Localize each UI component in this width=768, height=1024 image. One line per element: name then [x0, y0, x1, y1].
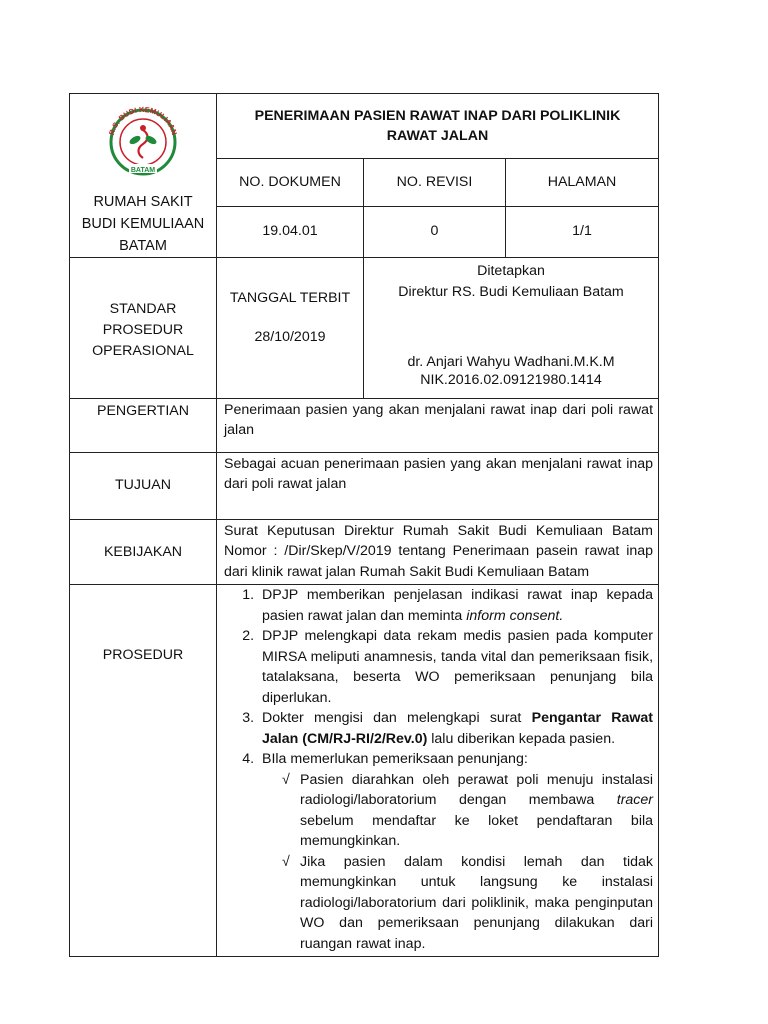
document-title-line-2: RAWAT JALAN [386, 128, 489, 145]
sop-label-line-2: PROSEDUR [102, 322, 184, 338]
issue-date-label: TANGGAL TERBIT [229, 289, 351, 306]
supporting-exam-list [262, 770, 653, 955]
issue-date-value: 28/10/2019 [254, 329, 326, 345]
hospital-logo-icon [99, 106, 187, 176]
approved-label: Ditetapkan [477, 262, 545, 279]
kebijakan-text: Surat Keputusan Direktur Rumah Sakit Budi Kemuliaan Batam Nomor : /Dir/Skep/V/2019 tentang Penerimaan pasein rawat inap dari klinik rawat jalan Rumah Sakit Budi Kemuliaan Batam [217, 519, 659, 585]
pengertian-label: PENGERTIAN [70, 398, 217, 452]
page-label: HALAMAN [506, 159, 659, 206]
procedure-step: 1. DPJP memberikan penjelasan indikasi rawat inap kepada pasien rawat jalan dan meminta inform consent. [258, 585, 653, 626]
doc-number-label: NO. DOKUMEN [217, 159, 364, 206]
page-value: 1/1 [506, 206, 659, 257]
check-mark-icon: √ [282, 771, 290, 788]
sop-label [70, 257, 217, 398]
procedure-step: 2. DPJP melengkapi data rekam medis pasien pada komputer MIRSA meliputi anamnesis, tanda vital dan pemeriksaan fisik, tatalaksana, beserta WO pemeriksaan penunjang bila diperlukan. [258, 626, 653, 708]
supporting-exam-item: √ Jika pasien dalam kondisi lemah dan tidak memungkinkan untuk langsung ke instalasi radiologi/laboratorium dari poliklinik, maka penginputan WO dan pemeriksaan penunjang dilakukan dari ruangan rawat inap. [282, 853, 654, 952]
prosedur-label: PROSEDUR [70, 585, 217, 957]
procedure-list [224, 585, 653, 954]
document-title [217, 94, 659, 159]
pengertian-text: Penerimaan pasien yang akan menjalani rawat inap dari poli rawat jalan [217, 398, 659, 452]
tujuan-text: Sebagai acuan penerimaan pasien yang akan menjalani rawat inap dari poli rawat jalan [217, 452, 659, 519]
sop-document-table [69, 93, 659, 957]
procedure-step: 4. BIla memerlukan pemeriksaan penunjang: √ Pasien diarahkan oleh perawat poli menuju instalasi radiologi/laboratorium dengan membawa tracer sebelum mendaftar ke loket pendaftaran bila memungkinkan. √ Jika pasien dalam kondisi lemah dan tidak memungkinkan untuk langsung ke instalasi radiologi/laboratorium dari poliklinik, maka penginputan WO dan pemeriksaan penunjang dilakukan dari ruangan rawat inap. [258, 749, 653, 954]
svg-text:BATAM: BATAM [130, 167, 156, 174]
prosedur-steps [217, 585, 659, 957]
hospital-name-line-1: RUMAH SAKIT [93, 193, 193, 210]
revision-value: 0 [364, 206, 506, 257]
revision-label: NO. REVISI [364, 159, 506, 206]
tujuan-label: TUJUAN [70, 452, 217, 519]
approved-by: Direktur RS. Budi Kemuliaan Batam [398, 284, 624, 300]
kebijakan-label: KEBIJAKAN [70, 519, 217, 585]
supporting-exam-item: √ Pasien diarahkan oleh perawat poli menuju instalasi radiologi/laboratorium dengan membawa tracer sebelum mendaftar ke loket pendaftaran bila memungkinkan. [282, 771, 654, 849]
svg-text:R.S. BUDI KEMULIAAN: R.S. BUDI KEMULIAAN [106, 106, 180, 137]
approval-cell [364, 257, 659, 398]
hospital-identity-cell [70, 94, 217, 258]
procedure-step: 3. Dokter mengisi dan melengkapi surat Pengantar Rawat Jalan (CM/RJ-RI/2/Rev.0) lalu diberikan kepada pasien. [258, 708, 653, 749]
check-mark-icon: √ [282, 853, 290, 870]
doc-number-value: 19.04.01 [217, 206, 364, 257]
signatory-nik: NIK.2016.02.09121980.1414 [420, 371, 602, 388]
issue-date-cell [217, 257, 364, 398]
hospital-name-line-2: BUDI KEMULIAAN [81, 215, 205, 232]
hospital-name-line-3: BATAM [119, 237, 167, 254]
signatory-name: dr. Anjari Wahyu Wadhani.M.K.M [407, 353, 615, 370]
sop-label-line-3: OPERASIONAL [92, 343, 194, 359]
document-title-line-1: PENERIMAAN PASIEN RAWAT INAP DARI POLIKLINIK [254, 107, 621, 124]
sop-label-line-1: STANDAR [109, 301, 177, 317]
